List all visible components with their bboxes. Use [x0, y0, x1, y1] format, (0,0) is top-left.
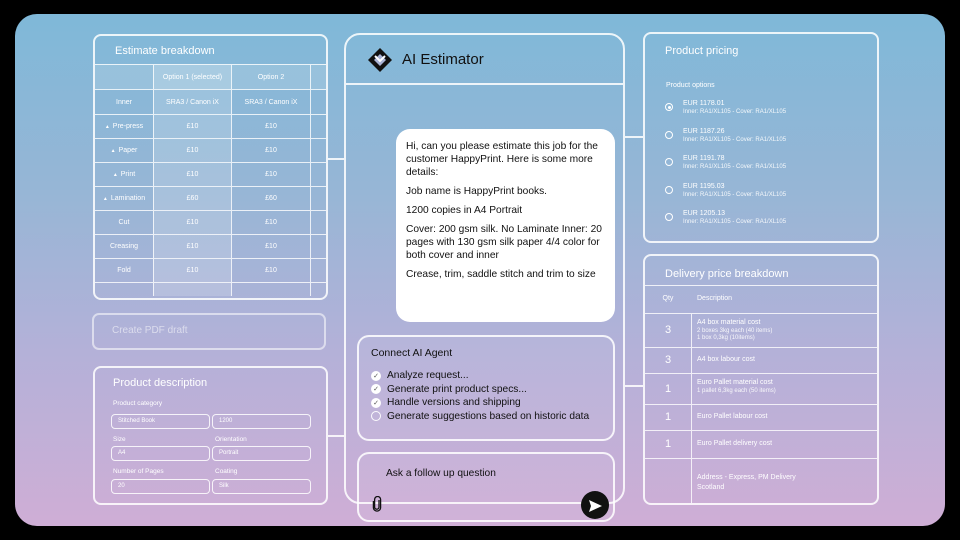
size-label: Size	[113, 436, 126, 443]
inner-label: Inner	[116, 98, 132, 106]
delivery-qty: 1	[664, 411, 672, 423]
send-icon	[589, 499, 602, 517]
column-option-1[interactable]: Option 1 (selected)	[153, 65, 231, 89]
delivery-address-row	[645, 458, 877, 503]
delivery-row	[645, 430, 877, 458]
expand-arrow-icon[interactable]: ▲	[102, 195, 108, 202]
connector-line	[625, 385, 643, 387]
orientation-label: Orientation	[215, 436, 247, 443]
row-label: Fold	[117, 267, 131, 274]
table-row	[95, 234, 326, 258]
connector-line	[625, 136, 643, 138]
send-button[interactable]	[581, 491, 609, 519]
message-paragraph: 1200 copies in A4 Portrait	[406, 205, 523, 216]
address-region: Scotland	[697, 484, 725, 491]
message-paragraph: Job name is HappyPrint books.	[406, 186, 547, 197]
ai-estimator-logo-icon	[367, 47, 393, 78]
option-detail: Inner: RA1/XL105 - Cover: RA1/XL105	[683, 136, 787, 143]
category-label: Product category	[113, 400, 163, 407]
connect-ai-agent-panel	[357, 335, 615, 441]
table-row	[95, 114, 326, 138]
pages-field[interactable]: 20	[111, 479, 210, 494]
table-row	[95, 258, 326, 282]
option-2-value: £10	[231, 211, 310, 234]
delivery-qty: 3	[664, 354, 672, 366]
option-2-value: £60	[231, 187, 310, 210]
table-row-inner	[95, 89, 326, 114]
radio-button[interactable]	[665, 131, 673, 139]
check-circle-icon: ✓	[371, 371, 381, 381]
option-1-value: £10	[153, 163, 231, 186]
delivery-sub-detail: 2 boxes 3kg each (40 items)	[697, 328, 773, 334]
row-label: Pre-press	[112, 123, 144, 130]
row-label: Creasing	[109, 243, 138, 250]
option-2-value: £10	[231, 139, 310, 162]
option-1-value: £10	[153, 115, 231, 138]
option-price: EUR 1195.03	[683, 182, 725, 190]
follow-up-placeholder: Ask a follow up question	[386, 468, 496, 479]
option-price: EUR 1178.01	[683, 100, 725, 107]
coating-label: Coating	[215, 468, 238, 475]
connector-line	[328, 435, 344, 437]
delivery-sub-detail: 1 box 0,3kg (10items)	[697, 335, 755, 341]
inner-option-2: SRA3 / Canon iX	[231, 90, 310, 114]
option-detail: Inner: RA1/XL105 - Cover: RA1/XL105	[683, 191, 787, 198]
delivery-title: Delivery price breakdown	[665, 268, 789, 280]
chat-title: AI Estimator	[402, 51, 484, 68]
follow-up-input[interactable]	[357, 452, 615, 522]
check-circle-icon: ✓	[371, 384, 381, 394]
table-row	[95, 210, 326, 234]
agent-step	[371, 397, 521, 408]
pages-label: Number of Pages	[113, 468, 164, 475]
option-1-value: £10	[153, 139, 231, 162]
delivery-description: Euro Pallet delivery cost	[697, 440, 773, 447]
user-message-bubble	[396, 129, 615, 322]
address-line: Address - Express, PM Delivery	[697, 474, 796, 481]
radio-button[interactable]	[665, 158, 673, 166]
estimate-table	[95, 64, 326, 296]
row-label: Lamination	[110, 195, 146, 202]
agent-title: Connect AI Agent	[371, 347, 453, 359]
delivery-row	[645, 347, 877, 373]
agent-step-label: Handle versions and shipping	[387, 397, 521, 408]
agent-step	[371, 370, 469, 381]
agent-step-label: Analyze request...	[387, 370, 469, 381]
table-row	[95, 186, 326, 210]
delivery-description: Euro Pallet labour cost	[697, 413, 768, 420]
delivery-description: A4 box material cost	[697, 319, 761, 326]
option-2-value: £10	[231, 115, 310, 138]
coating-field[interactable]: Silk	[212, 479, 311, 494]
row-label: Paper	[118, 147, 138, 154]
option-price: EUR 1187.26	[683, 127, 725, 135]
agent-step-label: Generate suggestions based on historic data	[387, 410, 590, 422]
option-2-value: £10	[231, 163, 310, 186]
product-options-label: Product options	[666, 82, 715, 89]
product-description-panel	[93, 366, 328, 505]
option-1-value: £10	[153, 235, 231, 258]
option-2-value: £10	[231, 259, 310, 282]
option-detail: Inner: RA1/XL105 - Cover: RA1/XL105	[683, 109, 787, 115]
agent-step	[371, 411, 589, 422]
row-label: Cut	[118, 219, 130, 226]
option-detail: Inner: RA1/XL105 - Cover: RA1/XL105	[683, 164, 787, 170]
connector-line	[328, 158, 344, 160]
message-paragraph: Cover: 200 gsm silk. No Laminate Inner: 20 pages with 130 gsm silk paper 4/4 color for both cover and inner	[406, 224, 602, 261]
empty-circle-icon	[371, 411, 381, 421]
check-circle-icon: ✓	[371, 398, 381, 408]
column-option-2[interactable]: Option 2	[231, 65, 310, 89]
table-row	[95, 138, 326, 162]
estimate-title: Estimate breakdown	[115, 45, 215, 57]
delivery-description: Euro Pallet material cost	[697, 379, 773, 386]
delivery-sub-detail: 1 pallet 6,3kg each (50 items)	[697, 388, 776, 394]
option-2-value: £10	[231, 235, 310, 258]
chat-header	[346, 35, 623, 85]
delivery-breakdown-panel	[643, 254, 879, 505]
option-1-value: £10	[153, 259, 231, 282]
create-pdf-draft-button[interactable]: Create PDF draft	[92, 313, 326, 350]
pricing-title: Product pricing	[665, 45, 739, 57]
canvas	[15, 14, 945, 526]
ai-estimator-chat	[344, 33, 625, 504]
table-row	[95, 162, 326, 186]
radio-button[interactable]	[665, 186, 673, 194]
agent-step-label: Generate print product specs...	[387, 383, 527, 395]
delivery-row	[645, 404, 877, 430]
delivery-row	[645, 373, 877, 404]
agent-step	[371, 384, 527, 395]
option-1-value: £60	[153, 187, 231, 210]
delivery-row	[645, 313, 877, 347]
delivery-description: A4 box labour cost	[697, 356, 755, 363]
product-pricing-panel	[643, 32, 879, 243]
expand-arrow-icon[interactable]: ▲	[110, 147, 116, 154]
table-row-empty	[95, 282, 326, 296]
option-detail: Inner: RA1/XL105 - Cover: RA1/XL105	[683, 219, 787, 225]
row-label: Print	[120, 171, 136, 178]
radio-button[interactable]	[665, 213, 673, 221]
table-header-row	[95, 64, 326, 89]
size-field[interactable]: A4	[111, 446, 210, 461]
paperclip-icon[interactable]	[371, 496, 383, 517]
radio-button[interactable]	[665, 103, 673, 111]
description-title: Product description	[113, 377, 208, 389]
option-price: EUR 1205.13	[683, 210, 726, 217]
delivery-qty: 1	[664, 382, 672, 395]
inner-option-1: SRA3 / Canon iX	[153, 90, 231, 114]
qty-header: Qty	[662, 295, 674, 302]
message-paragraph: Hi, can you please estimate this job for the customer HappyPrint. Here is some more details:	[406, 141, 598, 178]
expand-arrow-icon[interactable]: ▲	[104, 123, 110, 130]
estimate-breakdown-panel	[93, 34, 328, 300]
description-header: Description	[697, 295, 733, 302]
category-field[interactable]: Stitched Book	[111, 414, 210, 429]
option-price: EUR 1191.78	[683, 155, 725, 162]
delivery-qty: 3	[664, 324, 672, 336]
expand-arrow-icon[interactable]: ▲	[112, 171, 118, 178]
message-paragraph: Crease, trim, saddle stitch and trim to size	[406, 269, 596, 280]
quantity-field[interactable]: 1200	[212, 414, 311, 429]
delivery-header-row	[645, 285, 877, 313]
option-1-value: £10	[153, 211, 231, 234]
orientation-field[interactable]: Portrait	[212, 446, 311, 461]
delivery-qty: 1	[664, 438, 672, 450]
